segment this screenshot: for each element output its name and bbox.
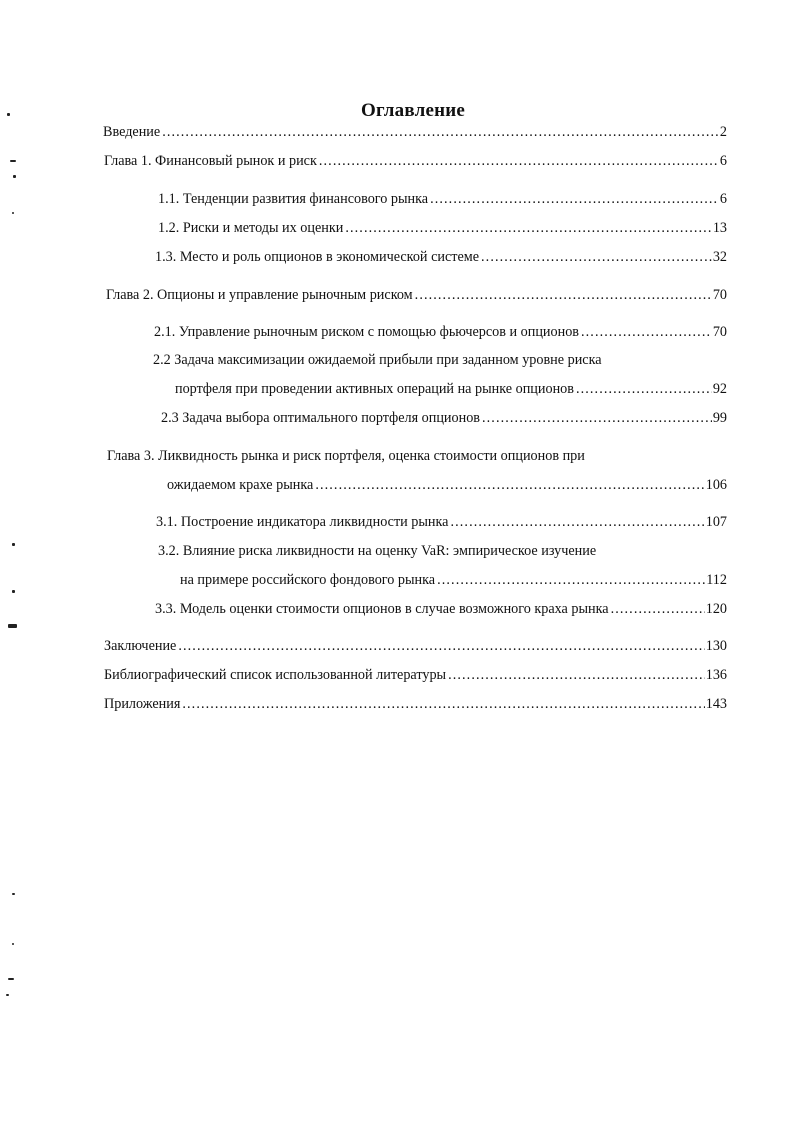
toc-entry-page: 70	[712, 324, 727, 340]
toc-entry-text: Библиографический список использованной литературы	[104, 667, 447, 683]
toc-entry-appendices	[104, 695, 727, 713]
toc-entry-text: ожидаемом крахе рынка	[167, 477, 314, 493]
toc-leader-dots	[430, 190, 719, 208]
scan-artifact	[13, 175, 16, 178]
toc-entry-text: Заключение	[104, 638, 177, 654]
toc-leader-dots	[576, 380, 712, 398]
toc-leader-dots	[178, 637, 704, 655]
toc-entry-page: 99	[712, 410, 727, 426]
toc-leader-dots	[162, 123, 719, 141]
toc-entry-page: 112	[706, 572, 727, 588]
toc-entry-chapter-1	[104, 152, 727, 170]
toc-entry-page: 6	[719, 191, 727, 207]
toc-entry-text: Глава 2. Опционы и управление рыночным риском	[106, 287, 413, 303]
toc-entry-page: 143	[705, 696, 727, 712]
toc-entry-text: Введение	[103, 124, 161, 140]
toc-leader-dots	[182, 695, 704, 713]
toc-entry-text: 1.1. Тенденции развития финансового рынка	[158, 191, 429, 207]
toc-entry-page: 120	[705, 601, 727, 617]
toc-entry-chapter-3	[167, 476, 727, 494]
scan-artifact	[10, 160, 16, 162]
toc-entry-text: на примере российского фондового рынка	[180, 572, 436, 588]
toc-entry-chapter-2	[106, 286, 727, 304]
toc-leader-dots	[448, 666, 705, 684]
scan-artifact	[12, 893, 15, 895]
scan-artifact	[6, 994, 9, 996]
toc-leader-dots	[345, 219, 711, 237]
toc-entry-section-2-2	[175, 380, 727, 398]
toc-entry-text: 2.3 Задача выбора оптимального портфеля опционов	[161, 410, 481, 426]
toc-entry-text: 3.1. Построение индикатора ликвидности рынка	[156, 514, 449, 530]
toc-entry-text: 1.2. Риски и методы их оценки	[158, 220, 344, 236]
toc-entry-bibliography	[104, 666, 727, 684]
toc-entry-page: 136	[705, 667, 727, 683]
scan-artifact	[12, 943, 14, 945]
toc-entry-section-2-2-line1: 2.2 Задача максимизации ожидаемой прибыли при заданном уровне риска	[153, 352, 602, 368]
toc-entry-text: 2.1. Управление рыночным риском с помощью фьючерсов и опционов	[154, 324, 580, 340]
scan-artifact	[12, 590, 15, 593]
toc-leader-dots	[437, 571, 705, 589]
toc-entry-page: 92	[712, 381, 727, 397]
toc-entry-page: 130	[705, 638, 727, 654]
scan-artifact	[8, 978, 14, 980]
toc-entry-text: 3.3. Модель оценки стоимости опционов в случае возможного краха рынка	[155, 601, 609, 617]
toc-entry-page: 13	[712, 220, 727, 236]
toc-entry-introduction	[103, 123, 727, 141]
toc-entry-section-2-3	[161, 409, 727, 427]
toc-entry-section-2-1	[154, 323, 727, 341]
toc-entry-section-3-2	[180, 571, 727, 589]
toc-entry-page: 2	[719, 124, 727, 140]
toc-leader-dots	[481, 248, 712, 266]
toc-entry-text: портфеля при проведении активных операций на рынке опционов	[175, 381, 574, 397]
toc-entry-page: 6	[719, 153, 727, 169]
toc-leader-dots	[482, 409, 712, 427]
toc-entry-section-1-1	[158, 190, 727, 208]
toc-entry-text: Глава 1. Финансовый рынок и риск	[104, 153, 317, 169]
toc-entry-section-1-2	[158, 219, 727, 237]
toc-entry-page: 107	[705, 514, 727, 530]
toc-entry-page: 70	[712, 287, 727, 303]
scan-artifact	[12, 543, 15, 546]
scan-artifact	[8, 624, 17, 628]
toc-entry-text: Приложения	[104, 696, 181, 712]
toc-leader-dots	[319, 152, 719, 170]
toc-entry-section-1-3	[155, 248, 727, 266]
toc-entry-conclusion	[104, 637, 727, 655]
toc-entry-text: 1.3. Место и роль опционов в экономической системе	[155, 249, 480, 265]
toc-entry-section-3-1	[156, 513, 727, 531]
toc-leader-dots	[611, 600, 705, 618]
toc-leader-dots	[450, 513, 704, 531]
toc-entry-section-3-3	[155, 600, 727, 618]
toc-entry-page: 106	[705, 477, 727, 493]
toc-leader-dots	[315, 476, 704, 494]
toc-leader-dots	[581, 323, 712, 341]
toc-leader-dots	[415, 286, 712, 304]
toc-entry-chapter-3-line1: Глава 3. Ликвидность рынка и риск портфеля, оценка стоимости опционов при	[107, 448, 585, 464]
toc-entry-section-3-2-line1: 3.2. Влияние риска ликвидности на оценку VaR: эмпирическое изучение	[158, 543, 597, 559]
scan-artifact	[12, 212, 14, 214]
page-title: Оглавление	[360, 100, 466, 121]
toc-entry-page: 32	[712, 249, 727, 265]
